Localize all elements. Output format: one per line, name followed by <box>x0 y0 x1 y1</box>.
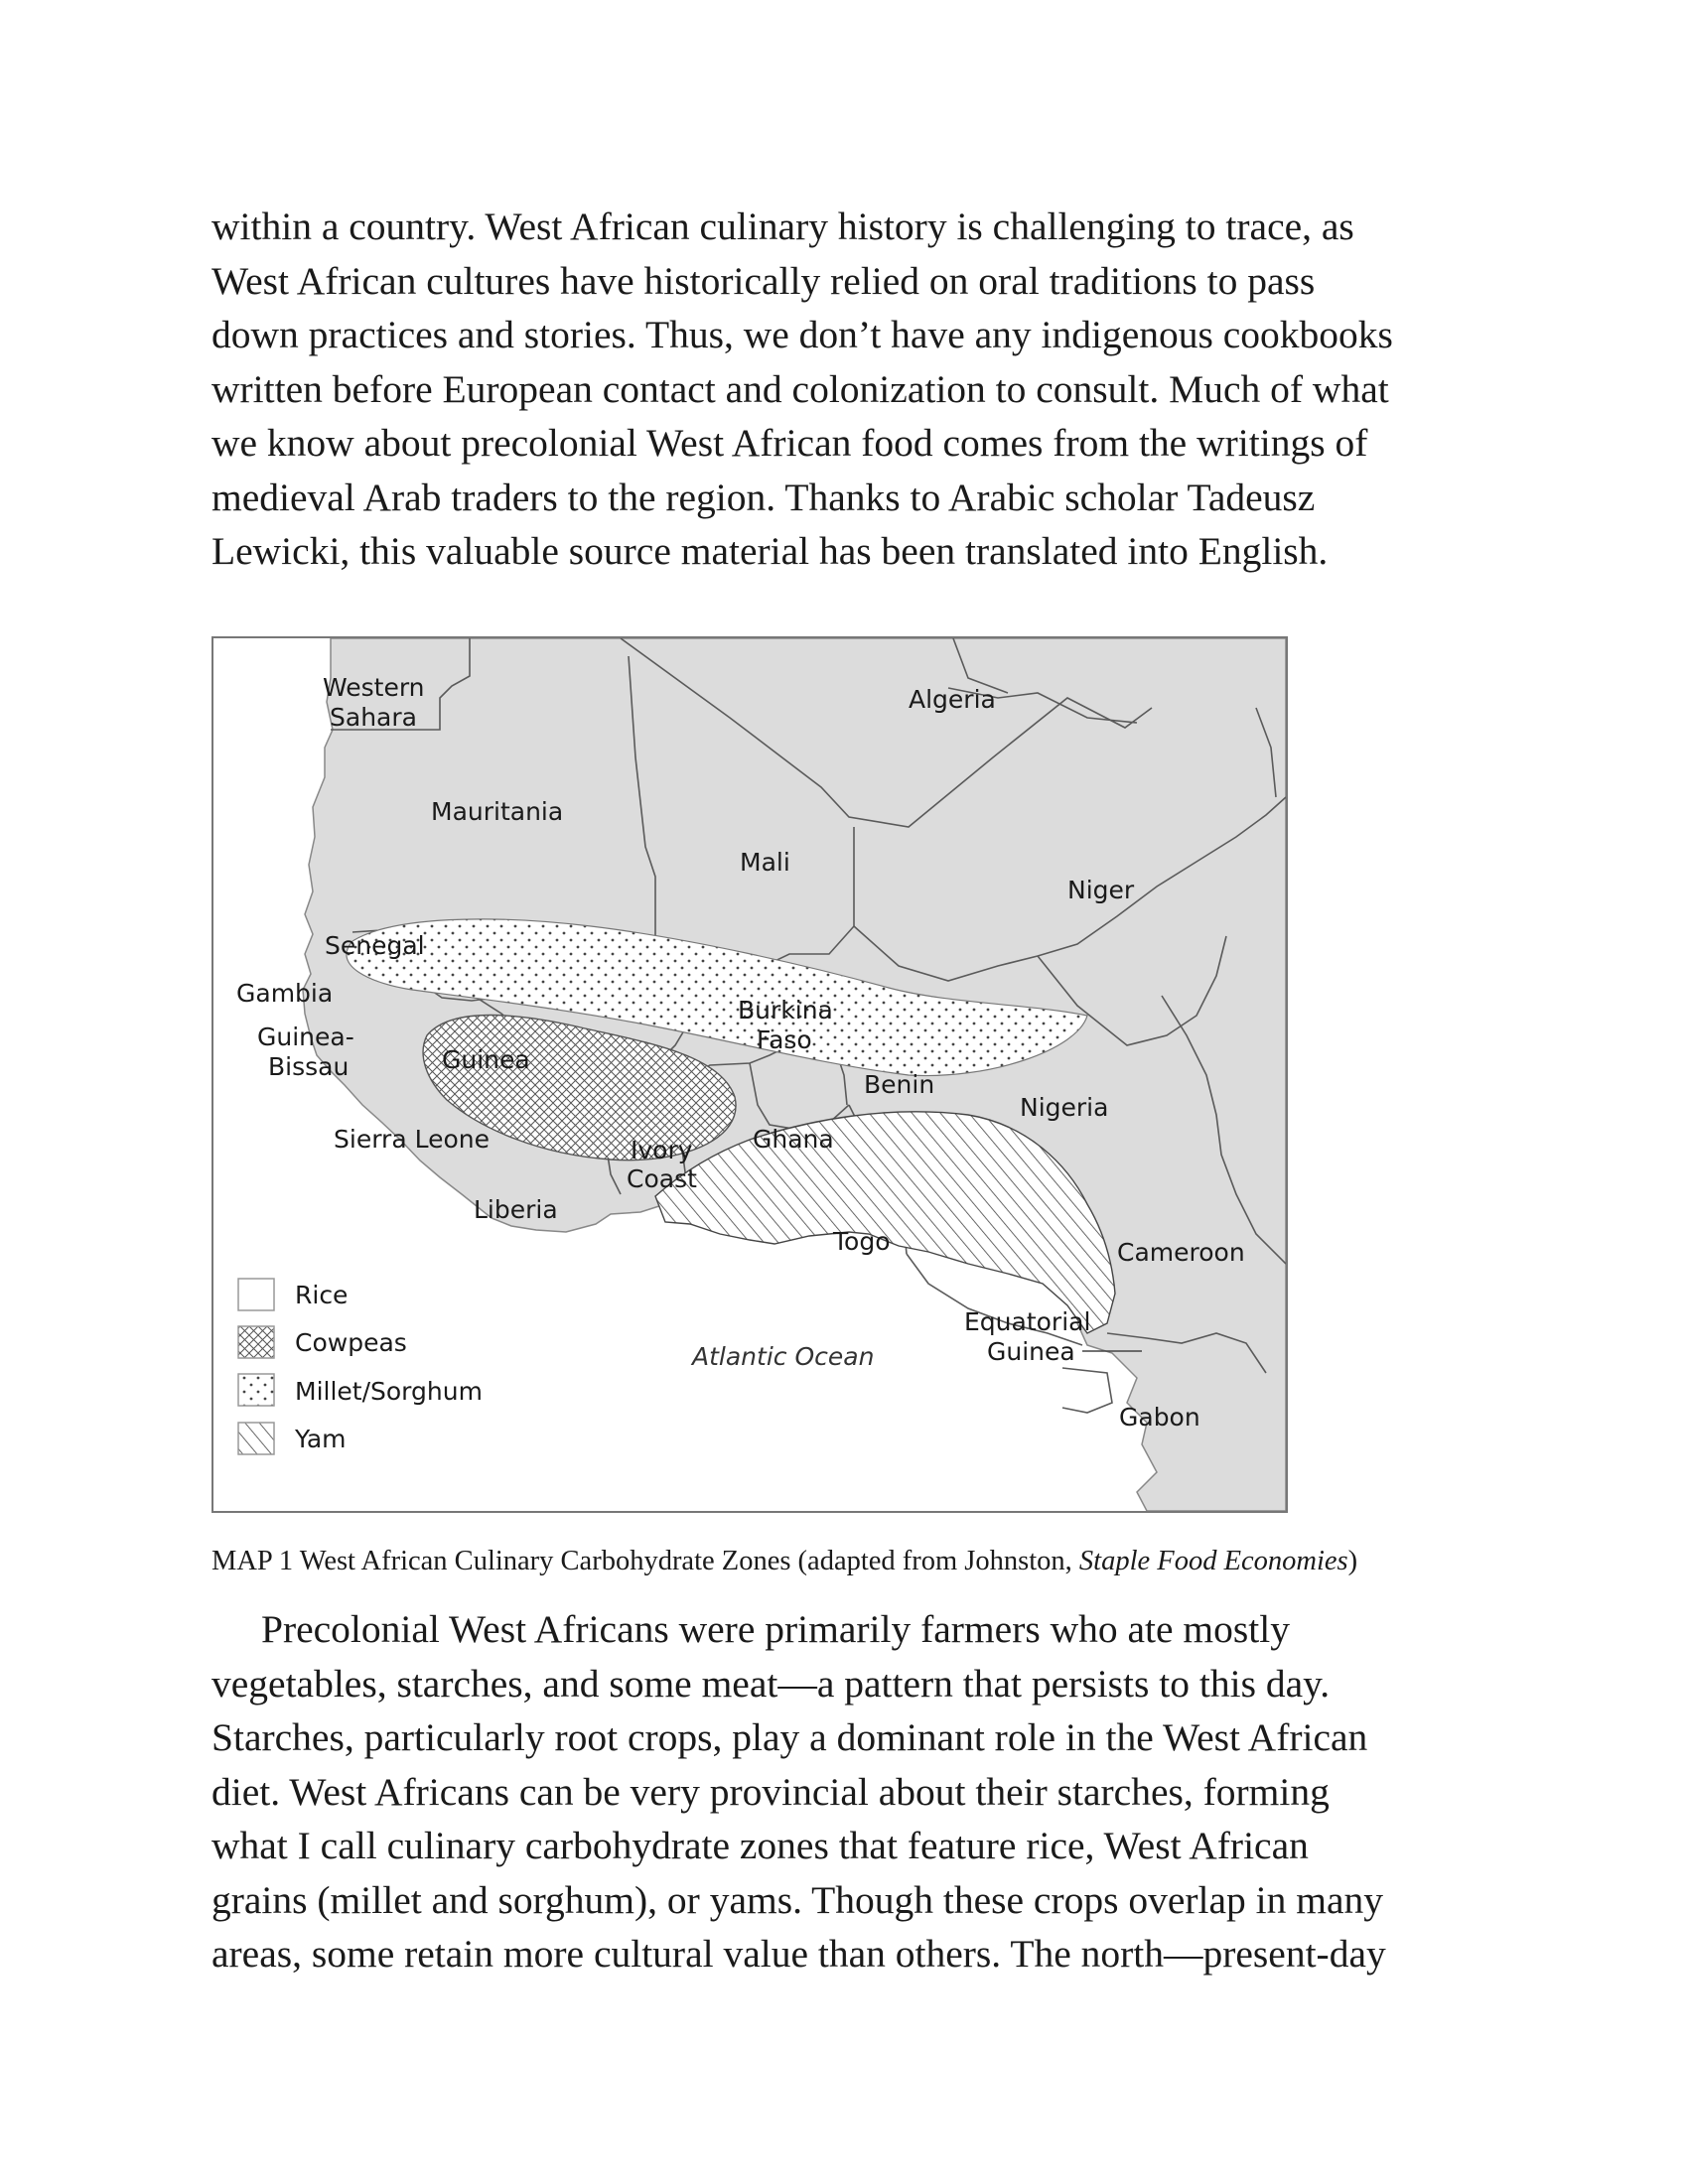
map-legend <box>238 1279 483 1454</box>
text-line: what I call culinary carbohydrate zones that feature rice, West African <box>211 1824 1309 1867</box>
paragraph-2 <box>211 1602 1502 1981</box>
map-label-guinea-bissau: Guinea- <box>257 1023 354 1051</box>
caption-text: ) <box>1347 1546 1358 1576</box>
legend-swatch-millet-sorghum <box>238 1374 274 1406</box>
legend-label: Rice <box>295 1281 349 1309</box>
text-line: we know about precolonial West African food comes from the writings of <box>211 421 1368 465</box>
map-label-niger: Niger <box>1067 876 1135 904</box>
text-line: Starches, particularly root crops, play a dominant role in the West African <box>211 1715 1368 1759</box>
map-label-gabon: Gabon <box>1119 1403 1200 1432</box>
text-line: areas, some retain more cultural value than others. The north—present-day <box>211 1932 1386 1976</box>
text-line: medieval Arab traders to the region. Thanks to Arabic scholar Tadeusz <box>211 475 1316 519</box>
caption-source-title: Staple Food Economies <box>1078 1546 1348 1576</box>
legend-label: Yam <box>295 1425 347 1453</box>
map-label-cameroon: Cameroon <box>1117 1238 1245 1267</box>
map-label-mauritania: Mauritania <box>431 797 564 826</box>
map-label-togo: Togo <box>833 1227 891 1256</box>
map-label-gambia: Gambia <box>236 979 334 1008</box>
map-label-liberia: Liberia <box>474 1195 558 1224</box>
map-label-guinea: Guinea <box>442 1045 530 1074</box>
text-line: Lewicki, this valuable source material has been translated into English. <box>211 529 1329 573</box>
map-label-ivory-coast: Ivory <box>631 1136 693 1164</box>
legend-label: Cowpeas <box>295 1328 407 1357</box>
map-label-algeria: Algeria <box>909 685 996 714</box>
map-label-western-sahara: Sahara <box>330 703 417 732</box>
map-label-atlantic-ocean: Atlantic Ocean <box>692 1342 875 1371</box>
text-line: diet. West Africans can be very provincial about their starches, forming <box>211 1769 1330 1814</box>
text-line: West African cultures have historically relied on oral traditions to pass <box>211 258 1316 303</box>
text-line: within a country. West African culinary history is challenging to trace, as <box>211 205 1354 248</box>
map-label-western-sahara: Western <box>323 673 425 702</box>
legend-swatch-cowpeas <box>238 1326 274 1358</box>
legend-label: Millet/Sorghum <box>295 1377 483 1406</box>
legend-swatch-rice <box>238 1279 274 1310</box>
map-figure <box>211 636 1288 1513</box>
map-label-burkina-faso: Faso <box>757 1025 812 1054</box>
map-label-ivory-coast: Coast <box>627 1164 697 1193</box>
map-label-benin: Benin <box>864 1070 935 1099</box>
map-label-equatorial-guinea: Equatorial <box>964 1307 1091 1336</box>
caption-text: MAP 1 West African Culinary Carbohydrate Zones (adapted from Johnston, <box>211 1546 1079 1576</box>
map-label-sierra-leone: Sierra Leone <box>334 1125 490 1154</box>
map-label-guinea-bissau: Bissau <box>268 1052 350 1081</box>
text-line: written before European contact and colonization to consult. Much of what <box>211 366 1389 411</box>
map-label-ghana: Ghana <box>753 1125 834 1154</box>
west-africa-map <box>213 638 1286 1511</box>
legend-swatch-yam <box>238 1423 274 1454</box>
border-line <box>1062 1368 1112 1413</box>
map-label-senegal: Senegal <box>325 931 425 960</box>
map-label-equatorial-guinea: Guinea <box>987 1337 1075 1366</box>
text-line: down practices and stories. Thus, we don’t have any indigenous cookbooks <box>211 313 1393 356</box>
paragraph-1 <box>211 200 1502 579</box>
text-line: vegetables, starches, and some meat—a pattern that persists to this day. <box>211 1661 1331 1706</box>
map-label-nigeria: Nigeria <box>1020 1093 1109 1122</box>
text-line: Precolonial West Africans were primarily farmers who ate mostly <box>261 1607 1290 1651</box>
map-label-mali: Mali <box>740 848 790 877</box>
map-label-burkina-faso: Burkina <box>738 996 833 1024</box>
text-line: grains (millet and sorghum), or yams. Though these crops overlap in many <box>211 1877 1384 1922</box>
map-caption <box>211 1542 1357 1581</box>
